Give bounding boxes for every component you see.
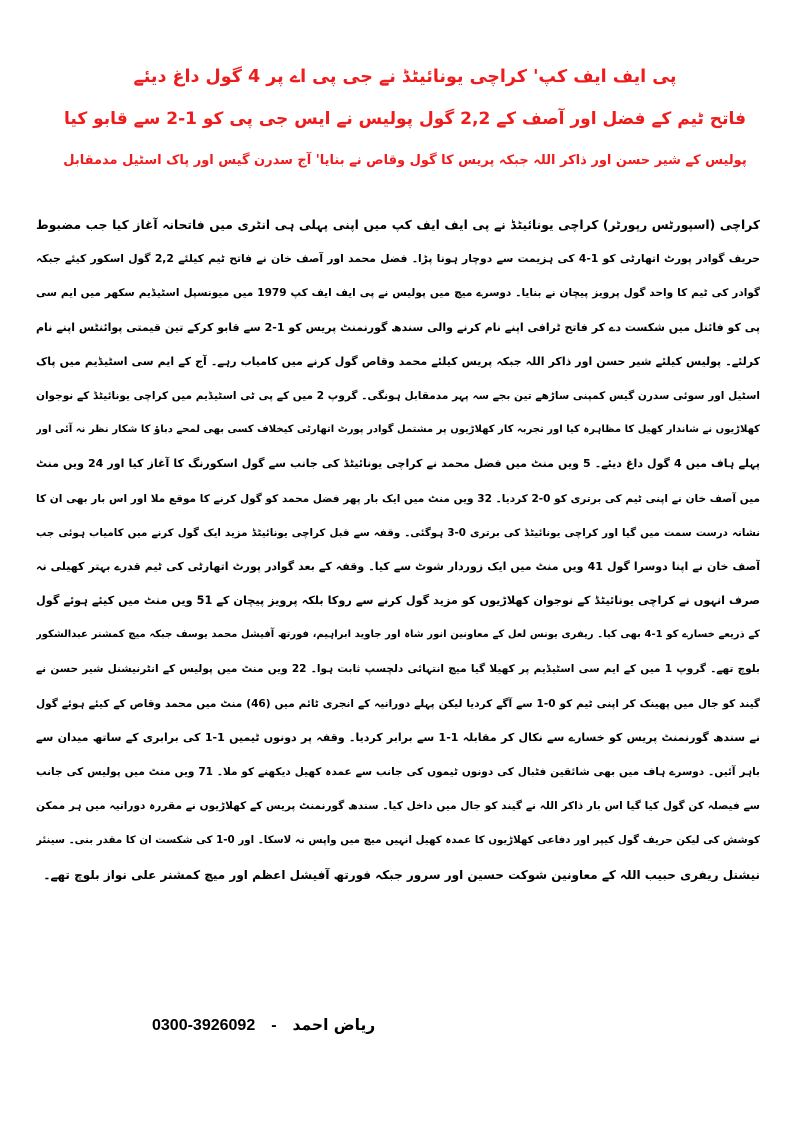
body-line: کرلئے۔ پولیس کیلئے شیر حسن اور ذاکر اللہ جبکہ پریس کیلئے محمد وقاص گول کرنے میں کامیاب رہے۔ آج کے ایم سی اسٹیڈیم میں پاک [36,354,760,368]
body-line: میں آصف خان نے اپنی ٹیم کی برتری کو 0-2 کردیا۔ 32 ویں منٹ میں ایک بار پھر فضل محمد کو گول کرنے کا موقع ملا اور اس بار بھی ان کا [36,492,760,505]
body-line: سے فیصلہ کن گول کیا گیا اس بار ذاکر اللہ نے گیند کو جال میں داخل کیا۔ سندھ گورنمنٹ پریس کے کھلاڑیوں نے مقررہ دورانیہ میں ہر ممکن [36,800,760,813]
author-name: ریاض احمد [292,1016,376,1034]
headline-main: پی ایف ایف کپ' کراچی یونائیٹڈ نے جی پی اے پر 4 گول داغ دیئے [133,67,677,87]
body-line-last: نیشنل ریفری حبیب اللہ کے معاونین شوکت حسین اور سرور جبکہ فورتھ آفیشل اعظم اور میچ کمشنر علی نواز بلوچ تھے۔ [43,867,760,882]
body-line: کھلاڑیوں نے شاندار کھیل کا مظاہرہ کیا اور تجربہ کار کھلاڑیوں پر مشتمل گوادر پورٹ اتھارٹی کیخلاف کسی بھی لمحے دباؤ کا شکار نظر نہ آئی اور [36,424,760,436]
body-line: گیند کو جال میں پھینک کر اپنی ٹیم کو 0-1 سے آگے کردیا لیکن پہلے دورانیہ کے انجری ٹائم میں (46) منٹ میں محمد وقاص کے کیئے ہوئے گول [36,697,760,710]
article-body [36,208,760,892]
byline-separator: - [271,1017,277,1034]
body-line: صرف انہوں نے کراچی یونائیٹڈ کے نوجوان کھلاڑیوں کو مزید گول کرنے سے روکا بلکہ پرویز پیچان کے 51 ویں منٹ میں کیئے ہوئے گول [36,594,760,608]
byline [152,1010,375,1040]
body-line: نے سندھ گورنمنٹ پریس کو خسارے سے نکال کر مقابلہ 1-1 سے برابر کردیا۔ وقفہ پر دونوں ٹیمیں 1-1 کی برابری کے ساتھ میدان سے [36,730,760,744]
body-line: کوشش کی لیکن حریف گول کیپر اور دفاعی کھلاڑیوں کا عمدہ کھیل انہیں میچ میں واپس نہ لاسکا۔ اور 0-1 کی شکست ان کا مقدر بنی۔ سینئر [36,834,760,847]
body-line: آصف خان نے اپنا دوسرا گول 41 ویں منٹ میں ایک زوردار شوٹ سے کیا۔ وقفہ کے بعد گوادر پورٹ اتھارٹی کی ٹیم قدرے بہتر کھیلی نہ [36,559,760,573]
body-line: بلوچ تھے۔ گروپ 1 میں کے ایم سی اسٹیڈیم پر کھیلا گیا میچ انتہائی دلچسپ ثابت ہوا۔ 22 ویں منٹ میں پولیس کے انٹرنیشنل شیر حسن نے [36,663,760,676]
headline-sub-2: پولیس کے شیر حسن اور ذاکر اللہ جبکہ پریس کا گول وقاص نے بنایا' آج سدرن گیس اور پاک اسٹیل مدمقابل [63,153,747,168]
body-line: گوادر کی ٹیم کا واحد گول پرویز پیچان نے بنایا۔ دوسرے میچ میں پولیس نے پی ایف ایف کپ 1979 میں میونسپل اسٹیڈیم سکھر میں ایم سی [36,287,760,300]
body-line: نشانہ درست سمت میں گیا اور کراچی یونائیٹڈ کی برتری 0-3 ہوگئی۔ وقفہ سے قبل کراچی یونائیٹڈ مزید ایک گول کرنے میں کامیاب ہوئی جب [36,526,760,539]
body-line: کراچی (اسپورٹس رپورٹر) کراچی یونائیٹڈ نے پی ایف ایف کپ میں اپنی پہلی ہی انٹری میں فاتحانہ آغاز کیا جب مضبوط [36,218,760,232]
headline-block [60,56,750,182]
body-line: پی کو فائنل میں شکست دے کر فاتح ٹرافی اپنے نام کرنے والی سندھ گورنمنٹ پریس کو 1-2 سے قابو کرکے تین قیمتی پوائنٹس اپنے نام [36,320,760,334]
body-line: کے ذریعے خسارے کو 1-4 بھی کیا۔ ریفری یونس لعل کے معاونین انور شاہ اور جاوید ابراہیم، فورتھ آفیشل محمد یوسف جبکہ میچ کمشنر عبدالشکور [36,629,760,641]
body-line: پہلے ہاف میں 4 گول داغ دیئے۔ 5 ویں منٹ میں فضل محمد نے کراچی یونائیٹڈ کی جانب سے گول اسکورنگ کا آغاز کیا اور 24 ویں منٹ [36,457,760,471]
body-line: اسٹیل اور سوئی سدرن گیس کمپنی ساڑھے تین بجے سہ پہر مدمقابل ہونگی۔ گروپ 2 میں کے پی ٹی اسٹیڈیم میں کراچی یونائیٹڈ کے نوجوان [36,389,760,402]
headline-sub-1: فاتح ٹیم کے فضل اور آصف کے 2,2 گول پولیس نے ایس جی پی کو 1-2 سے قابو کیا [64,109,746,129]
body-line: باہر آئیں۔ دوسرے ہاف میں بھی شائقین فٹبال کی دونوں ٹیموں کی جانب سے عمدہ کھیل دیکھنے کو ملا۔ 71 ویں منٹ میں پولیس کی جانب [36,766,760,778]
contact-phone: 0300-3926092 [152,1017,256,1034]
body-line: حریف گوادر پورٹ اتھارٹی کو 1-4 کی ہزیمت سے دوچار ہونا پڑا۔ فضل محمد اور آصف خان نے فاتح ٹیم کیلئے 2,2 گول اسکور کیئے جبکہ [36,252,760,266]
